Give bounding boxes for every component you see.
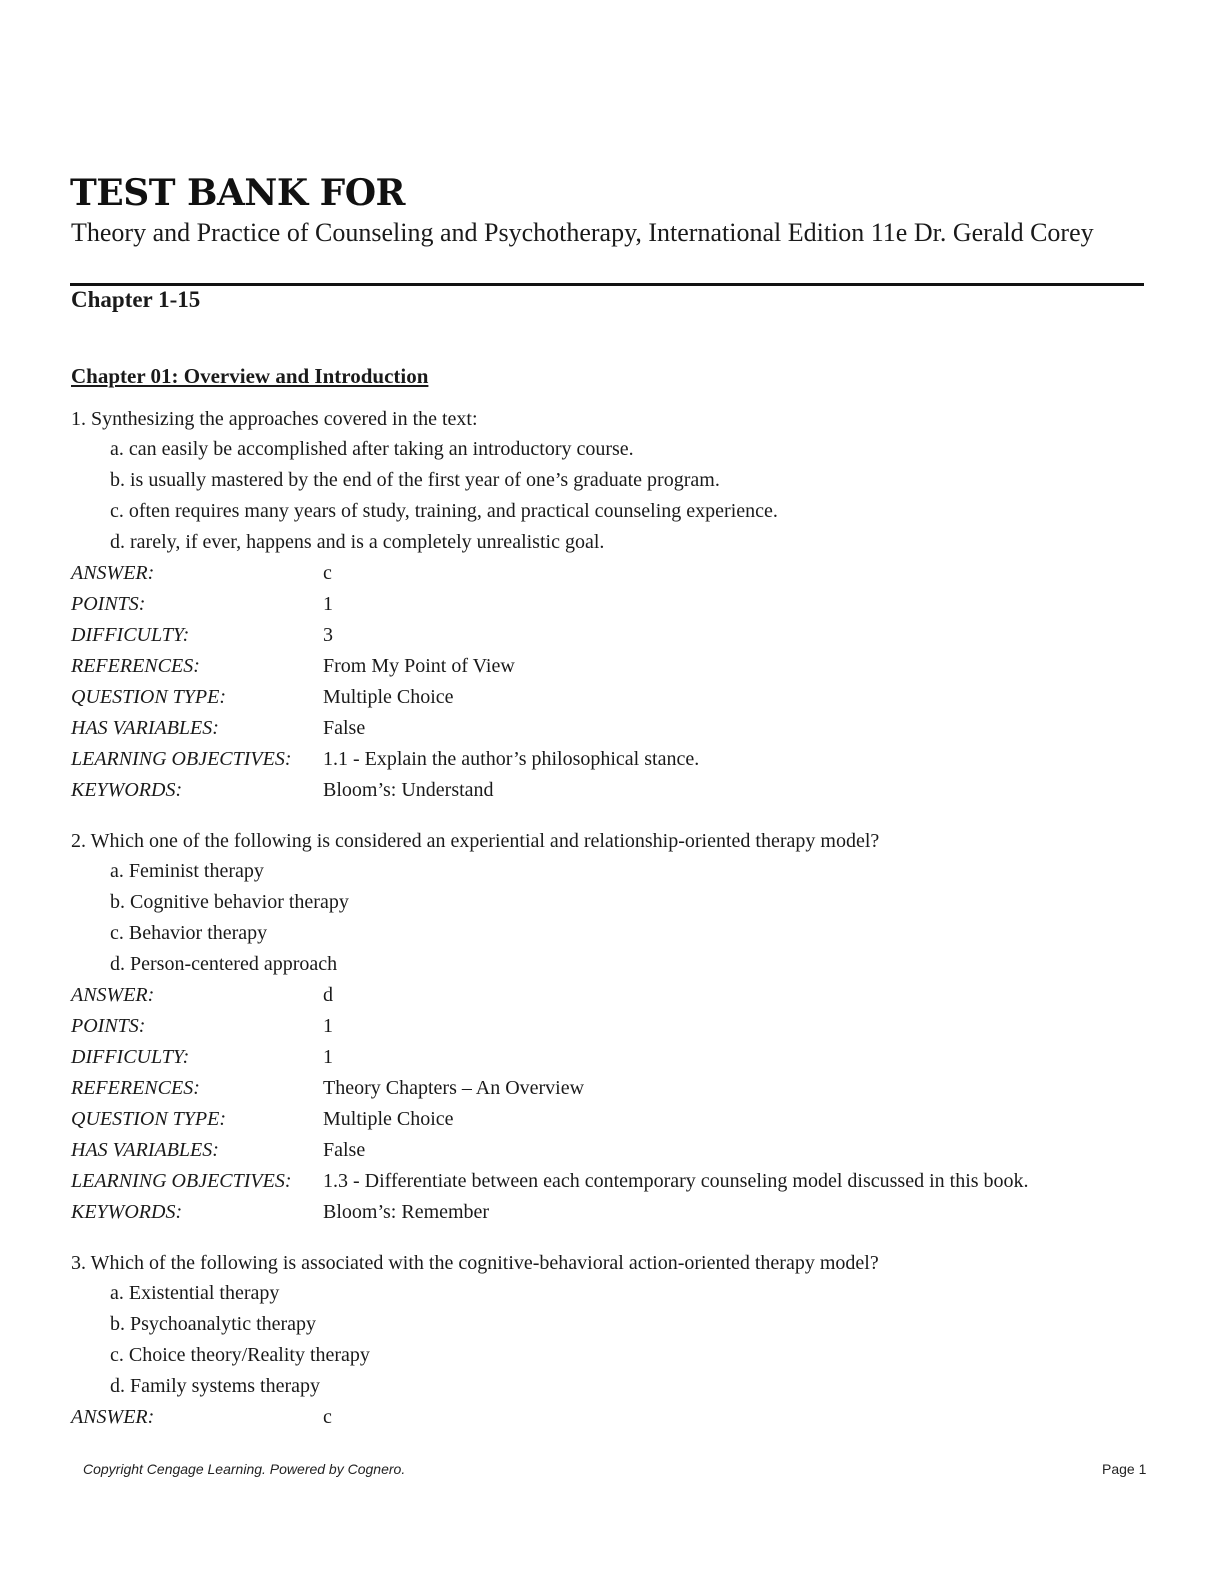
- keywords-row: [71, 1197, 1151, 1228]
- option-c: c. Behavior therapy: [110, 922, 268, 944]
- keywords-row: [71, 775, 1151, 806]
- option-d: d. Family systems therapy: [110, 1375, 320, 1397]
- question-3: [71, 1248, 1151, 1433]
- answer-label: ANSWER:: [71, 984, 155, 1006]
- points-label: POINTS:: [71, 1015, 146, 1037]
- option-c: c. often requires many years of study, training, and practical counseling experience.: [110, 500, 778, 522]
- copyright-footer: Copyright Cengage Learning. Powered by Cognero.: [83, 1461, 406, 1477]
- question-type-label: QUESTION TYPE:: [71, 1108, 227, 1130]
- points-value: 1: [323, 1015, 333, 1037]
- option-a: a. can easily be accomplished after taking an introductory course.: [110, 438, 634, 460]
- question-type-row: [71, 1104, 1151, 1135]
- learning-objectives-value: 1.3 - Differentiate between each contemporary counseling model discussed in this book.: [323, 1170, 1029, 1192]
- book-title: Theory and Practice of Counseling and Psychotherapy, International Edition 11e Dr. Gerald Corey: [71, 218, 1094, 247]
- question-stem: 1. Synthesizing the approaches covered in the text:: [71, 408, 478, 430]
- question-type-label: QUESTION TYPE:: [71, 686, 227, 708]
- question-type-value: Multiple Choice: [323, 1108, 454, 1130]
- points-row: [71, 589, 1151, 620]
- option-b: b. Psychoanalytic therapy: [110, 1313, 317, 1335]
- option-a: a. Existential therapy: [110, 1282, 280, 1304]
- learning-objectives-value: 1.1 - Explain the author’s philosophical stance.: [323, 748, 700, 770]
- section-title: Chapter 01: Overview and Introduction: [71, 364, 429, 388]
- learning-objectives-label: LEARNING OBJECTIVES:: [71, 1170, 292, 1192]
- has-variables-label: HAS VARIABLES:: [71, 717, 219, 739]
- question-1: [71, 404, 1151, 806]
- difficulty-label: DIFFICULTY:: [71, 624, 190, 646]
- learning-objectives-label: LEARNING OBJECTIVES:: [71, 748, 292, 770]
- option-a: a. Feminist therapy: [110, 860, 264, 882]
- keywords-value: Bloom’s: Remember: [323, 1201, 490, 1223]
- references-value: Theory Chapters – An Overview: [323, 1077, 585, 1099]
- answer-value: d: [323, 984, 333, 1006]
- learning-objectives-row: [71, 1166, 1151, 1197]
- difficulty-value: 3: [323, 624, 333, 646]
- option-c: c. Choice theory/Reality therapy: [110, 1344, 370, 1366]
- question-stem: 3. Which of the following is associated with the cognitive-behavioral action-oriented therapy model?: [71, 1252, 879, 1274]
- keywords-label: KEYWORDS:: [71, 779, 183, 801]
- answer-label: ANSWER:: [71, 1406, 155, 1428]
- points-label: POINTS:: [71, 593, 146, 615]
- keywords-value: Bloom’s: Understand: [323, 779, 494, 801]
- option-b: b. Cognitive behavior therapy: [110, 891, 349, 913]
- has-variables-row: [71, 713, 1151, 744]
- question-type-row: [71, 682, 1151, 713]
- chapter-range: Chapter 1-15: [71, 287, 201, 312]
- answer-value: c: [323, 562, 332, 584]
- option-d: d. rarely, if ever, happens and is a completely unrealistic goal.: [110, 531, 605, 553]
- references-label: REFERENCES:: [71, 655, 200, 677]
- question-2: [71, 826, 1151, 1228]
- has-variables-row: [71, 1135, 1151, 1166]
- references-value: From My Point of View: [323, 655, 515, 677]
- references-label: REFERENCES:: [71, 1077, 200, 1099]
- question-type-value: Multiple Choice: [323, 686, 454, 708]
- points-value: 1: [323, 593, 333, 615]
- difficulty-label: DIFFICULTY:: [71, 1046, 190, 1068]
- difficulty-row: [71, 620, 1151, 651]
- has-variables-value: False: [323, 1139, 366, 1161]
- answer-label: ANSWER:: [71, 562, 155, 584]
- option-d: d. Person-centered approach: [110, 953, 338, 975]
- difficulty-value: 1: [323, 1046, 333, 1068]
- difficulty-row: [71, 1042, 1151, 1073]
- title-divider: [70, 283, 1144, 286]
- references-row: [71, 651, 1151, 682]
- option-b: b. is usually mastered by the end of the first year of one’s graduate program.: [110, 469, 720, 491]
- learning-objectives-row: [71, 744, 1151, 775]
- references-row: [71, 1073, 1151, 1104]
- points-row: [71, 1011, 1151, 1042]
- answer-row: [71, 558, 1151, 589]
- question-stem: 2. Which one of the following is considered an experiential and relationship-oriented therapy model?: [71, 830, 880, 852]
- keywords-label: KEYWORDS:: [71, 1201, 183, 1223]
- answer-row: [71, 1402, 1151, 1433]
- has-variables-label: HAS VARIABLES:: [71, 1139, 219, 1161]
- has-variables-value: False: [323, 717, 366, 739]
- answer-value: c: [323, 1406, 332, 1428]
- answer-row: [71, 980, 1151, 1011]
- page-number: Page 1: [1102, 1461, 1147, 1477]
- test-bank-banner: TEST BANK FOR: [70, 172, 405, 214]
